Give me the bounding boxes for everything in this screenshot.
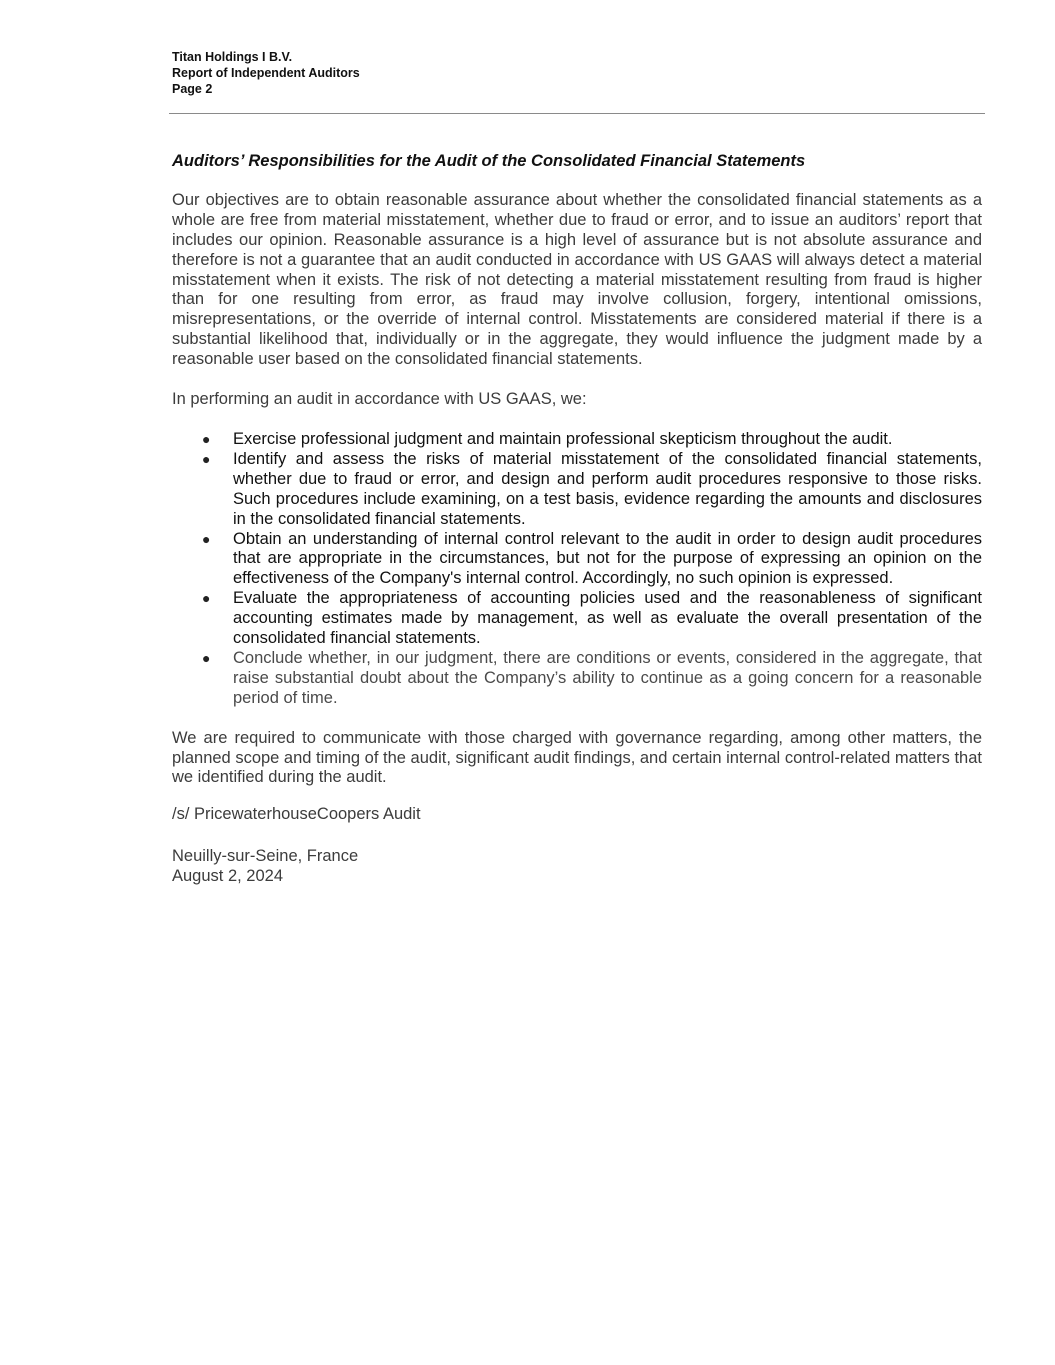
report-body: [172, 152, 982, 887]
objectives-paragraph: Our objectives are to obtain reasonable assurance about whether the consolidated financial statements as a whole are free from material misstatement, whether due to fraud or error, and to issue an auditors’ report that includes our opinion. Reasonable assurance is a high level of assurance but is not absolute assurance and therefore is not a guarantee that an audit conducted in accordance with US GAAS will always detect a material misstatement when it exists. The risk of not detecting a material misstatement resulting from fraud is higher than for one resulting from error, as fraud may involve collusion, forgery, intentional omissions, misrepresentations, or the override of internal control. Misstatements are considered material if there is a substantial likelihood that, individually or in the aggregate, they would influence the judgment made by a reasonable user based on the consolidated financial statements.: [172, 190, 982, 369]
list-item: [172, 450, 982, 530]
section-heading: Auditors’ Responsibilities for the Audit of the Consolidated Financial Statements: [172, 152, 806, 170]
bullet-icon: ●: [202, 430, 211, 447]
bullet-icon: ●: [202, 530, 211, 547]
responsibilities-list: [172, 430, 982, 709]
company-name: Titan Holdings I B.V.: [172, 50, 293, 64]
list-item: [172, 430, 982, 450]
list-item-text: Identify and assess the risks of material misstatement of the consolidated financial statements, whether due to fraud or error, and design and perform audit procedures responsive to those risks. Such procedures include examining, on a test basis, evidence regarding the amounts and disclosures in the consolidated financial statements.: [233, 449, 982, 528]
signing-location: Neuilly-sur-Seine, France: [172, 847, 359, 866]
bullet-icon: ●: [202, 590, 211, 607]
governance-paragraph: We are required to communicate with those charged with governance regarding, among other matters, the planned scope and timing of the audit, significant audit findings, and certain internal control-related matters that we identified during the audit.: [172, 728, 982, 787]
list-item: [172, 530, 982, 590]
list-item-text: Exercise professional judgment and maintain professional skepticism throughout the audit.: [233, 429, 893, 448]
header-divider: [169, 113, 985, 114]
list-item-text: Obtain an understanding of internal control relevant to the audit in order to design audit procedures that are appropriate in the circumstances, but not for the purpose of expressing an opinion on the effectiveness of the Company's internal control. Accordingly, no such opinion is expressed.: [233, 529, 982, 588]
auditor-signature: /s/ PricewaterhouseCoopers Audit: [172, 805, 421, 824]
list-item: [172, 589, 982, 649]
list-item-text: Evaluate the appropriateness of accounting policies used and the reasonableness of significant accounting estimates made by management, as well as evaluate the overall presentation of the consolidated financial statements.: [233, 589, 982, 648]
report-date: August 2, 2024: [172, 867, 284, 886]
list-item: [172, 649, 982, 709]
list-item-text: Conclude whether, in our judgment, there are conditions or events, considered in the aggregate, that raise substantial doubt about the Company’s ability to continue as a going concern for a reasonable period of time.: [233, 648, 982, 707]
audit-intro-paragraph: In performing an audit in accordance with US GAAS, we:: [172, 390, 587, 409]
page-header: [172, 49, 360, 97]
report-title: Report of Independent Auditors: [172, 66, 360, 80]
page-number: Page 2: [172, 82, 213, 96]
bullet-icon: ●: [202, 450, 211, 467]
bullet-icon: ●: [202, 649, 211, 666]
